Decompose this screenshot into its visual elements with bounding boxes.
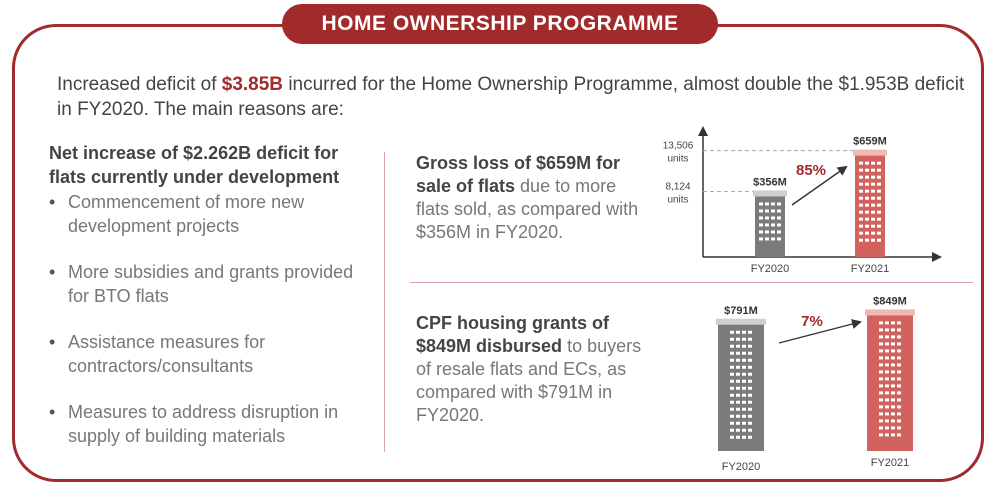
window	[879, 384, 883, 387]
window	[765, 237, 769, 240]
window	[777, 223, 781, 226]
window	[891, 405, 895, 408]
window	[748, 359, 752, 362]
window	[865, 183, 869, 186]
window	[897, 384, 901, 387]
window	[736, 429, 740, 432]
window	[736, 331, 740, 334]
window	[742, 359, 746, 362]
window	[748, 436, 752, 439]
window	[879, 342, 883, 345]
window	[891, 342, 895, 345]
bar-fy2021-roof	[853, 150, 887, 156]
window	[730, 345, 734, 348]
window	[879, 433, 883, 436]
window	[871, 169, 875, 172]
window	[748, 408, 752, 411]
window	[736, 345, 740, 348]
cpf-grants-rest: to buyers of resale flats and ECs, as compared with $791M in FY2020.	[416, 336, 642, 425]
window	[859, 176, 863, 179]
window	[879, 398, 883, 401]
window	[736, 394, 740, 397]
window	[759, 237, 763, 240]
window	[748, 429, 752, 432]
window	[891, 398, 895, 401]
x-tick-label: FY2021	[870, 457, 910, 469]
window	[885, 426, 889, 429]
window	[730, 387, 734, 390]
window	[759, 223, 763, 226]
window	[865, 239, 869, 242]
window	[879, 356, 883, 359]
window	[748, 387, 752, 390]
window	[891, 412, 895, 415]
window	[877, 169, 881, 172]
window	[885, 363, 889, 366]
window	[877, 162, 881, 165]
window	[742, 352, 746, 355]
window	[742, 422, 746, 425]
window	[871, 204, 875, 207]
gross-loss-bold: Gross loss of $659M for sale of flats	[416, 153, 621, 196]
y-tick-label: 13,506	[662, 140, 694, 152]
window	[897, 356, 901, 359]
window	[859, 211, 863, 214]
window	[865, 225, 869, 228]
window	[879, 377, 883, 380]
window	[736, 352, 740, 355]
window	[897, 321, 901, 324]
window	[742, 331, 746, 334]
window	[897, 377, 901, 380]
window	[730, 380, 734, 383]
window	[891, 356, 895, 359]
window	[885, 321, 889, 324]
window	[879, 363, 883, 366]
window	[742, 429, 746, 432]
window	[865, 204, 869, 207]
window	[865, 169, 869, 172]
window	[877, 211, 881, 214]
window	[859, 197, 863, 200]
bar-fy2021	[865, 309, 915, 451]
window	[885, 405, 889, 408]
window	[879, 419, 883, 422]
window	[865, 232, 869, 235]
data-label: $791M	[724, 304, 758, 317]
window	[871, 232, 875, 235]
window	[885, 419, 889, 422]
window	[748, 338, 752, 341]
window	[730, 408, 734, 411]
window	[736, 338, 740, 341]
intro-pre: Increased deficit of	[57, 74, 222, 95]
window	[771, 209, 775, 212]
data-label: $659M	[853, 135, 887, 148]
window	[885, 433, 889, 436]
x-tick-label: FY2021	[850, 263, 890, 275]
window	[777, 216, 781, 219]
growth-percent: 85%	[795, 162, 827, 179]
window	[736, 422, 740, 425]
bar-fy2021	[853, 150, 887, 257]
x-tick-label: FY2020	[721, 461, 761, 473]
window	[865, 162, 869, 165]
window	[748, 422, 752, 425]
bar-fy2020	[716, 319, 766, 451]
window	[891, 363, 895, 366]
window	[748, 394, 752, 397]
window	[885, 356, 889, 359]
intro-highlight: $3.85B	[221, 74, 284, 95]
window	[777, 202, 781, 205]
window	[730, 352, 734, 355]
window	[897, 419, 901, 422]
window	[730, 366, 734, 369]
window	[859, 190, 863, 193]
window	[777, 230, 781, 233]
window	[871, 239, 875, 242]
window	[879, 405, 883, 408]
window	[891, 391, 895, 394]
window	[859, 218, 863, 221]
window	[859, 204, 863, 207]
window	[736, 373, 740, 376]
window	[891, 370, 895, 373]
window	[897, 363, 901, 366]
window	[742, 366, 746, 369]
window	[730, 331, 734, 334]
window	[891, 426, 895, 429]
window	[891, 419, 895, 422]
bar-fy2021-roof	[865, 309, 915, 315]
window	[730, 401, 734, 404]
window	[859, 239, 863, 242]
window	[736, 359, 740, 362]
window	[742, 338, 746, 341]
y-tick-label: 8,124	[665, 181, 691, 193]
window	[742, 394, 746, 397]
window	[877, 204, 881, 207]
window	[891, 321, 895, 324]
window	[885, 342, 889, 345]
window	[879, 426, 883, 429]
window	[742, 436, 746, 439]
window	[759, 216, 763, 219]
window	[742, 387, 746, 390]
window	[897, 349, 901, 352]
window	[871, 183, 875, 186]
window	[885, 328, 889, 331]
window	[885, 370, 889, 373]
window	[742, 373, 746, 376]
intro-post: incurred for the Home Ownership Programme, almost double the $1.953B deficit in FY2020. The main reasons are:	[57, 74, 965, 120]
window	[871, 190, 875, 193]
window	[771, 223, 775, 226]
window	[865, 176, 869, 179]
window	[877, 183, 881, 186]
bar-fy2020-roof	[753, 190, 787, 196]
window	[730, 373, 734, 376]
window	[897, 433, 901, 436]
window	[897, 398, 901, 401]
window	[859, 225, 863, 228]
window	[730, 415, 734, 418]
data-label: $849M	[873, 295, 907, 308]
window	[897, 391, 901, 394]
window	[736, 436, 740, 439]
window	[759, 209, 763, 212]
window	[748, 415, 752, 418]
window	[759, 230, 763, 233]
window	[771, 202, 775, 205]
growth-percent: 7%	[801, 313, 823, 330]
window	[897, 335, 901, 338]
window	[730, 359, 734, 362]
window	[891, 377, 895, 380]
window	[877, 197, 881, 200]
window	[736, 401, 740, 404]
window	[885, 391, 889, 394]
window	[897, 370, 901, 373]
window	[748, 373, 752, 376]
window	[877, 232, 881, 235]
bar-fy2020	[753, 190, 787, 257]
gross-loss-rest: due to more flats sold, as compared with $356M in FY2020.	[416, 176, 639, 242]
window	[865, 211, 869, 214]
window	[771, 216, 775, 219]
window	[742, 415, 746, 418]
window	[730, 422, 734, 425]
window	[742, 408, 746, 411]
window	[871, 211, 875, 214]
window	[879, 335, 883, 338]
window	[777, 209, 781, 212]
window	[897, 405, 901, 408]
reason-item: • More subsidies and grants provided for BTO flats	[49, 260, 379, 308]
window	[736, 366, 740, 369]
window	[730, 338, 734, 341]
y-tick-unit: units	[667, 194, 689, 206]
window	[765, 202, 769, 205]
window	[765, 216, 769, 219]
window	[736, 380, 740, 383]
window	[891, 433, 895, 436]
window	[742, 401, 746, 404]
window	[742, 380, 746, 383]
window	[871, 162, 875, 165]
cpf-grants-bold: CPF housing grants of $849M disbursed	[416, 313, 609, 356]
window	[891, 328, 895, 331]
window	[891, 349, 895, 352]
window	[897, 426, 901, 429]
window	[885, 349, 889, 352]
window	[885, 377, 889, 380]
window	[871, 218, 875, 221]
window	[885, 398, 889, 401]
bar-fy2021-body	[867, 314, 913, 451]
window	[897, 328, 901, 331]
window	[736, 387, 740, 390]
data-label: $356M	[753, 176, 787, 189]
window	[748, 352, 752, 355]
window	[879, 321, 883, 324]
window	[865, 190, 869, 193]
window	[736, 415, 740, 418]
bar-fy2020-roof	[716, 319, 766, 325]
window	[865, 197, 869, 200]
window	[879, 328, 883, 331]
left-heading: Net increase of $2.262B deficit for flats currently under development	[49, 143, 340, 187]
reason-item: • Measures to address disruption in supply of building materials	[49, 400, 379, 448]
window	[877, 225, 881, 228]
window	[771, 230, 775, 233]
window	[877, 239, 881, 242]
window	[891, 384, 895, 387]
window	[859, 169, 863, 172]
window	[885, 335, 889, 338]
window	[859, 162, 863, 165]
window	[879, 391, 883, 394]
section-title: HOME OWNERSHIP PROGRAMME	[282, 4, 718, 44]
window	[865, 218, 869, 221]
window	[742, 345, 746, 348]
window	[871, 197, 875, 200]
window	[885, 384, 889, 387]
window	[748, 331, 752, 334]
window	[777, 237, 781, 240]
window	[891, 335, 895, 338]
window	[748, 380, 752, 383]
window	[748, 401, 752, 404]
window	[877, 190, 881, 193]
window	[897, 412, 901, 415]
window	[730, 429, 734, 432]
window	[877, 176, 881, 179]
window	[730, 436, 734, 439]
window	[765, 209, 769, 212]
window	[871, 225, 875, 228]
bar-fy2020-body	[718, 324, 764, 451]
window	[879, 370, 883, 373]
window	[748, 345, 752, 348]
window	[897, 342, 901, 345]
window	[885, 412, 889, 415]
x-tick-label: FY2020	[750, 263, 790, 275]
window	[765, 230, 769, 233]
window	[771, 237, 775, 240]
window	[765, 223, 769, 226]
reason-item: • Commencement of more new development projects	[49, 190, 379, 238]
window	[748, 366, 752, 369]
window	[879, 349, 883, 352]
y-tick-unit: units	[667, 153, 689, 165]
window	[871, 176, 875, 179]
reason-item: • Assistance measures for contractors/consultants	[49, 330, 379, 378]
window	[759, 202, 763, 205]
window	[730, 394, 734, 397]
window	[736, 408, 740, 411]
window	[859, 232, 863, 235]
window	[877, 218, 881, 221]
window	[879, 412, 883, 415]
window	[859, 183, 863, 186]
